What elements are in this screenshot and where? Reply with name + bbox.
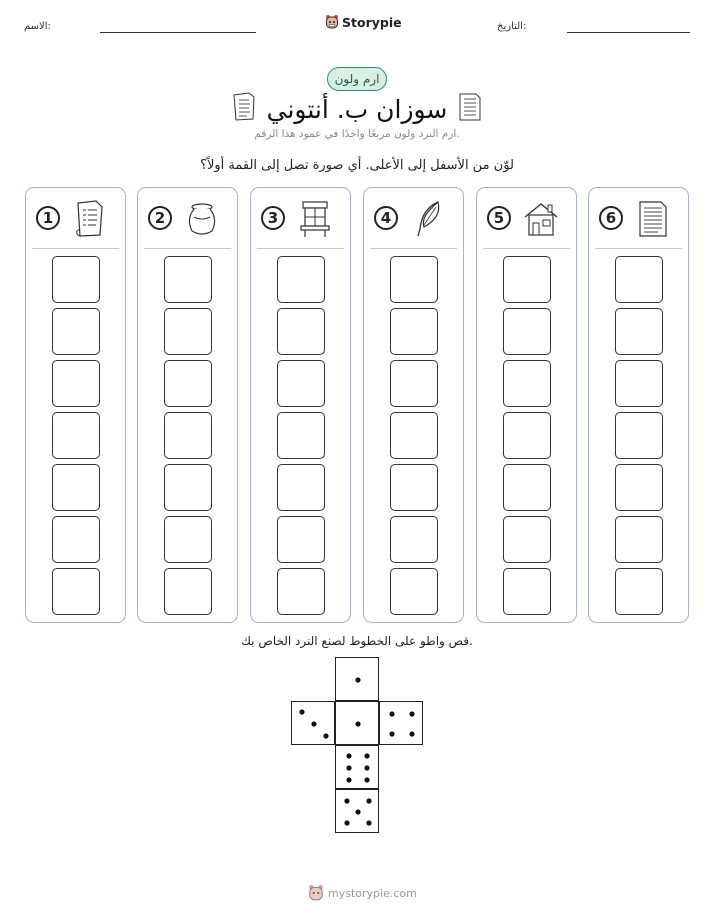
color-square[interactable] [164, 256, 212, 303]
dice-face-1 [335, 657, 379, 701]
document-icon [70, 199, 110, 239]
title-document-icon-right [457, 92, 483, 122]
footer [308, 884, 417, 902]
column-number: 3 [261, 206, 285, 230]
date-line[interactable] [567, 32, 690, 33]
column-divider [595, 248, 682, 249]
column-header [364, 198, 463, 242]
color-square[interactable] [390, 412, 438, 459]
column-number: 6 [599, 206, 623, 230]
dice-face-5 [335, 789, 379, 833]
color-square[interactable] [390, 568, 438, 615]
color-square[interactable] [52, 464, 100, 511]
color-square[interactable] [615, 516, 663, 563]
column-1 [25, 187, 126, 623]
color-square[interactable] [503, 516, 551, 563]
dice-face-4 [379, 701, 423, 745]
color-square[interactable] [52, 412, 100, 459]
pot-icon [182, 199, 222, 239]
color-square[interactable] [615, 308, 663, 355]
color-square[interactable] [164, 464, 212, 511]
color-square[interactable] [503, 256, 551, 303]
footer-mascot-icon [308, 884, 324, 902]
color-square[interactable] [277, 412, 325, 459]
color-square[interactable] [390, 256, 438, 303]
color-square[interactable] [615, 568, 663, 615]
color-square[interactable] [503, 308, 551, 355]
color-square[interactable] [615, 412, 663, 459]
color-square[interactable] [390, 464, 438, 511]
color-square[interactable] [52, 516, 100, 563]
color-square[interactable] [503, 412, 551, 459]
coloring-instruction: لوّن من الأسفل إلى الأعلى. أي صورة تصل إلى القمة أولاً؟ [200, 158, 514, 173]
footer-site[interactable]: mystorypie.com [328, 886, 417, 900]
column-5 [476, 187, 577, 623]
color-square[interactable] [615, 464, 663, 511]
logo-text: Storypie [342, 14, 402, 30]
column-number: 2 [148, 206, 172, 230]
column-4 [363, 187, 464, 623]
feather-quill-icon [408, 199, 448, 239]
color-square[interactable] [277, 256, 325, 303]
color-square[interactable] [615, 256, 663, 303]
color-square[interactable] [164, 568, 212, 615]
name-line[interactable] [100, 32, 256, 33]
column-header [477, 198, 576, 242]
column-number: 4 [374, 206, 398, 230]
column-divider [370, 248, 457, 249]
dice-face-6 [335, 745, 379, 789]
color-square[interactable] [390, 308, 438, 355]
dice-face-1 [335, 701, 379, 745]
column-divider [32, 248, 119, 249]
color-square[interactable] [277, 308, 325, 355]
color-square[interactable] [164, 308, 212, 355]
color-square[interactable] [277, 516, 325, 563]
color-square[interactable] [52, 308, 100, 355]
color-square[interactable] [390, 516, 438, 563]
column-divider [483, 248, 570, 249]
color-square[interactable] [390, 360, 438, 407]
activity-badge: ارم ولون [327, 67, 387, 91]
name-label: الاسم: [24, 21, 51, 32]
column-divider [144, 248, 231, 249]
house-icon [521, 199, 561, 239]
column-header [138, 198, 237, 242]
column-number: 1 [36, 206, 60, 230]
cut-instruction: قص واطو على الخطوط لصنع النرد الخاص بك. [241, 634, 473, 648]
column-6 [588, 187, 689, 623]
storypie-logo [325, 12, 402, 32]
color-square[interactable] [615, 360, 663, 407]
column-3 [250, 187, 351, 623]
lined-paper-icon [633, 199, 673, 239]
color-square[interactable] [52, 256, 100, 303]
color-square[interactable] [503, 360, 551, 407]
dice-face-3 [291, 701, 335, 745]
color-square[interactable] [164, 360, 212, 407]
page-title: سوزان ب. أنتوني [266, 95, 448, 124]
color-square[interactable] [277, 360, 325, 407]
column-header [26, 198, 125, 242]
window-icon [295, 199, 335, 239]
color-square[interactable] [277, 568, 325, 615]
color-square[interactable] [503, 464, 551, 511]
column-number: 5 [487, 206, 511, 230]
color-square[interactable] [503, 568, 551, 615]
subtitle: ارم النرد ولون مربعًا واحدًا في عمود هذا الرقم. [254, 128, 460, 140]
color-square[interactable] [52, 360, 100, 407]
column-header [589, 198, 688, 242]
color-square[interactable] [164, 412, 212, 459]
date-label: التاريخ: [497, 21, 527, 32]
color-square[interactable] [52, 568, 100, 615]
column-divider [257, 248, 344, 249]
color-square[interactable] [164, 516, 212, 563]
storypie-mascot-icon [325, 14, 339, 30]
column-2 [137, 187, 238, 623]
color-square[interactable] [277, 464, 325, 511]
column-header [251, 198, 350, 242]
